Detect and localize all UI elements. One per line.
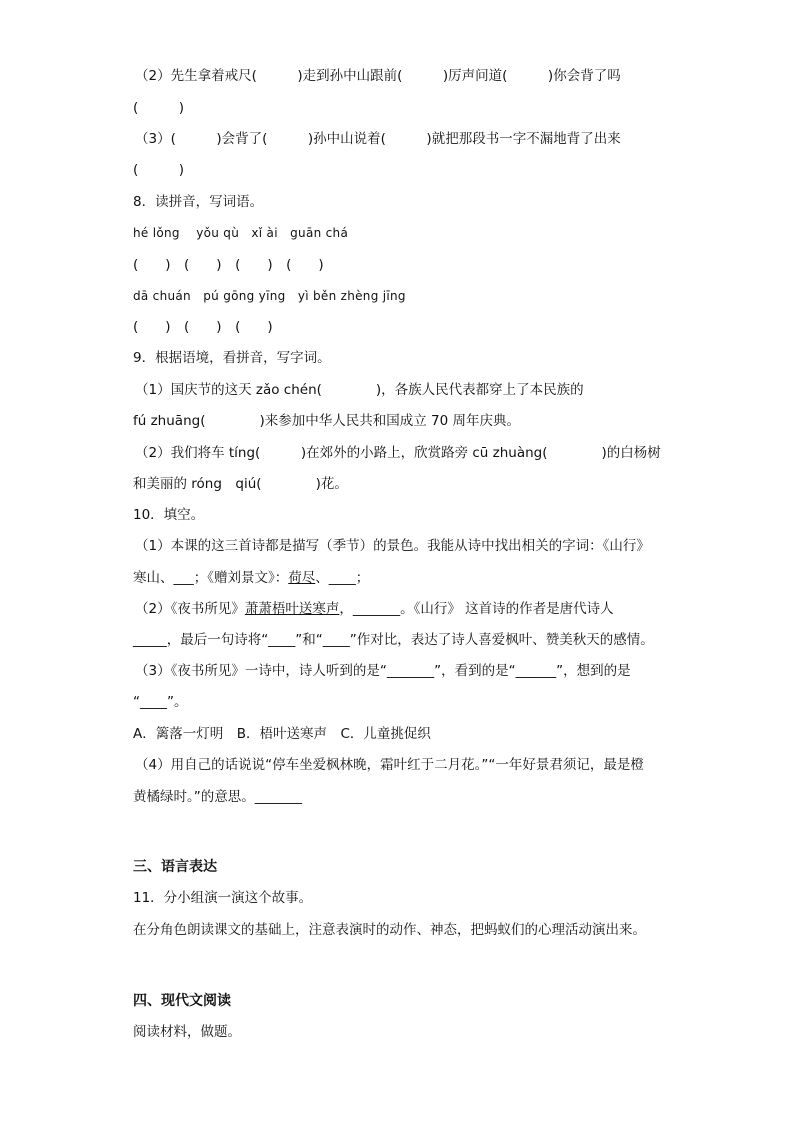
q10-options: A．篱落一灯明 B．梧叶送寒声 C．儿童挑促织 [133,726,431,742]
q10-item-2-line-2: _____，最后一句诗将“____”和“____”作对比，表达了诗人喜爱枫叶、赞美秋天的感情。 [133,632,654,648]
q10-item-3-line-2: “____”。 [133,694,188,710]
q10-item-2-line-1 [135,599,614,619]
section-4-heading: 四、现代文阅读 [133,993,231,1009]
q10-item-3-line-1: （3）《夜书所见》一诗中，诗人听到的是“_______”，看到的是“______”，想到的是 [135,663,631,679]
q8-pinyin-row-2: dā chuán pú gōng yīng yì běn zhèng jīng [133,289,406,303]
q10-item-1-line-1: （1）本课的这三首诗都是描写（季节）的景色。我能从诗中找出相关的字词：《山行》 [135,538,650,554]
q8-title: 8．读拼音，写词语。 [133,194,264,210]
q7-item-2-blank: ( ) [133,100,185,116]
q9-item-1-line-1: （1）国庆节的这天 zǎo chén( )，各族人民代表都穿上了本民族的 [135,382,584,398]
q7-item-3: （3）( )会背了( )孙中山说着( )就把那段书一字不漏地背了出来 [135,131,621,147]
q9-item-2-line-2: 和美丽的 róng qiú( )花。 [133,476,348,492]
q10-item-2-text-a: （2）《夜书所见》 [135,601,245,617]
q9-item-1-line-2: fú zhuāng( )来参加中华人民共和国成立 70 周年庆典。 [133,413,520,429]
q9-title: 9．根据语境，看拼音，写字词。 [133,350,331,366]
q10-title: 10．填空。 [133,507,205,523]
q10-item-1-line-2 [133,568,369,588]
q7-item-2: （2）先生拿着戒尺( )走到孙中山跟前( )厉声问道( )你会背了吗 [135,68,621,84]
q10-item-2-text-b: ，_______。《山行》 这首诗的作者是唐代诗人 [339,601,614,617]
q8-blanks-row-2: ( ) ( ) ( ) [133,319,273,335]
q10-item-1-underlined: 荷尽 [288,570,316,586]
q9-item-2-line-1: （2）我们将车 tíng( )在郊外的小路上，欣赏路旁 cū zhuàng( )的白杨树 [135,445,661,461]
q10-item-4-line-2: 黄橘绿时。”的意思。_______ [133,789,302,805]
section-4-instruction: 阅读材料，做题。 [133,1024,241,1040]
q11-body: 在分角色朗读课文的基础上，注意表演时的动作、神态，把蚂蚁们的心理活动演出来。 [133,922,646,938]
q7-item-3-blank: ( ) [133,162,185,178]
section-3-heading: 三、语言表达 [133,859,217,875]
q10-item-1-text-b: 、____； [315,570,370,586]
q10-item-4-line-1: （4）用自己的话说说“停车坐爱枫林晚，霜叶红于二月花。”“一年好景君须记，最是橙 [135,757,644,773]
q10-item-1-text-a: 寒山、___；《赠刘景文》： [133,570,289,586]
q10-item-2-underlined: 萧萧梧叶送寒声 [244,601,340,617]
q8-pinyin-row-1: hé lǒng yǒu qù xǐ ài guān chá [133,226,349,240]
q11-title: 11．分小组演一演这个故事。 [133,890,313,906]
q8-blanks-row-1: ( ) ( ) ( ) ( ) [133,257,324,273]
